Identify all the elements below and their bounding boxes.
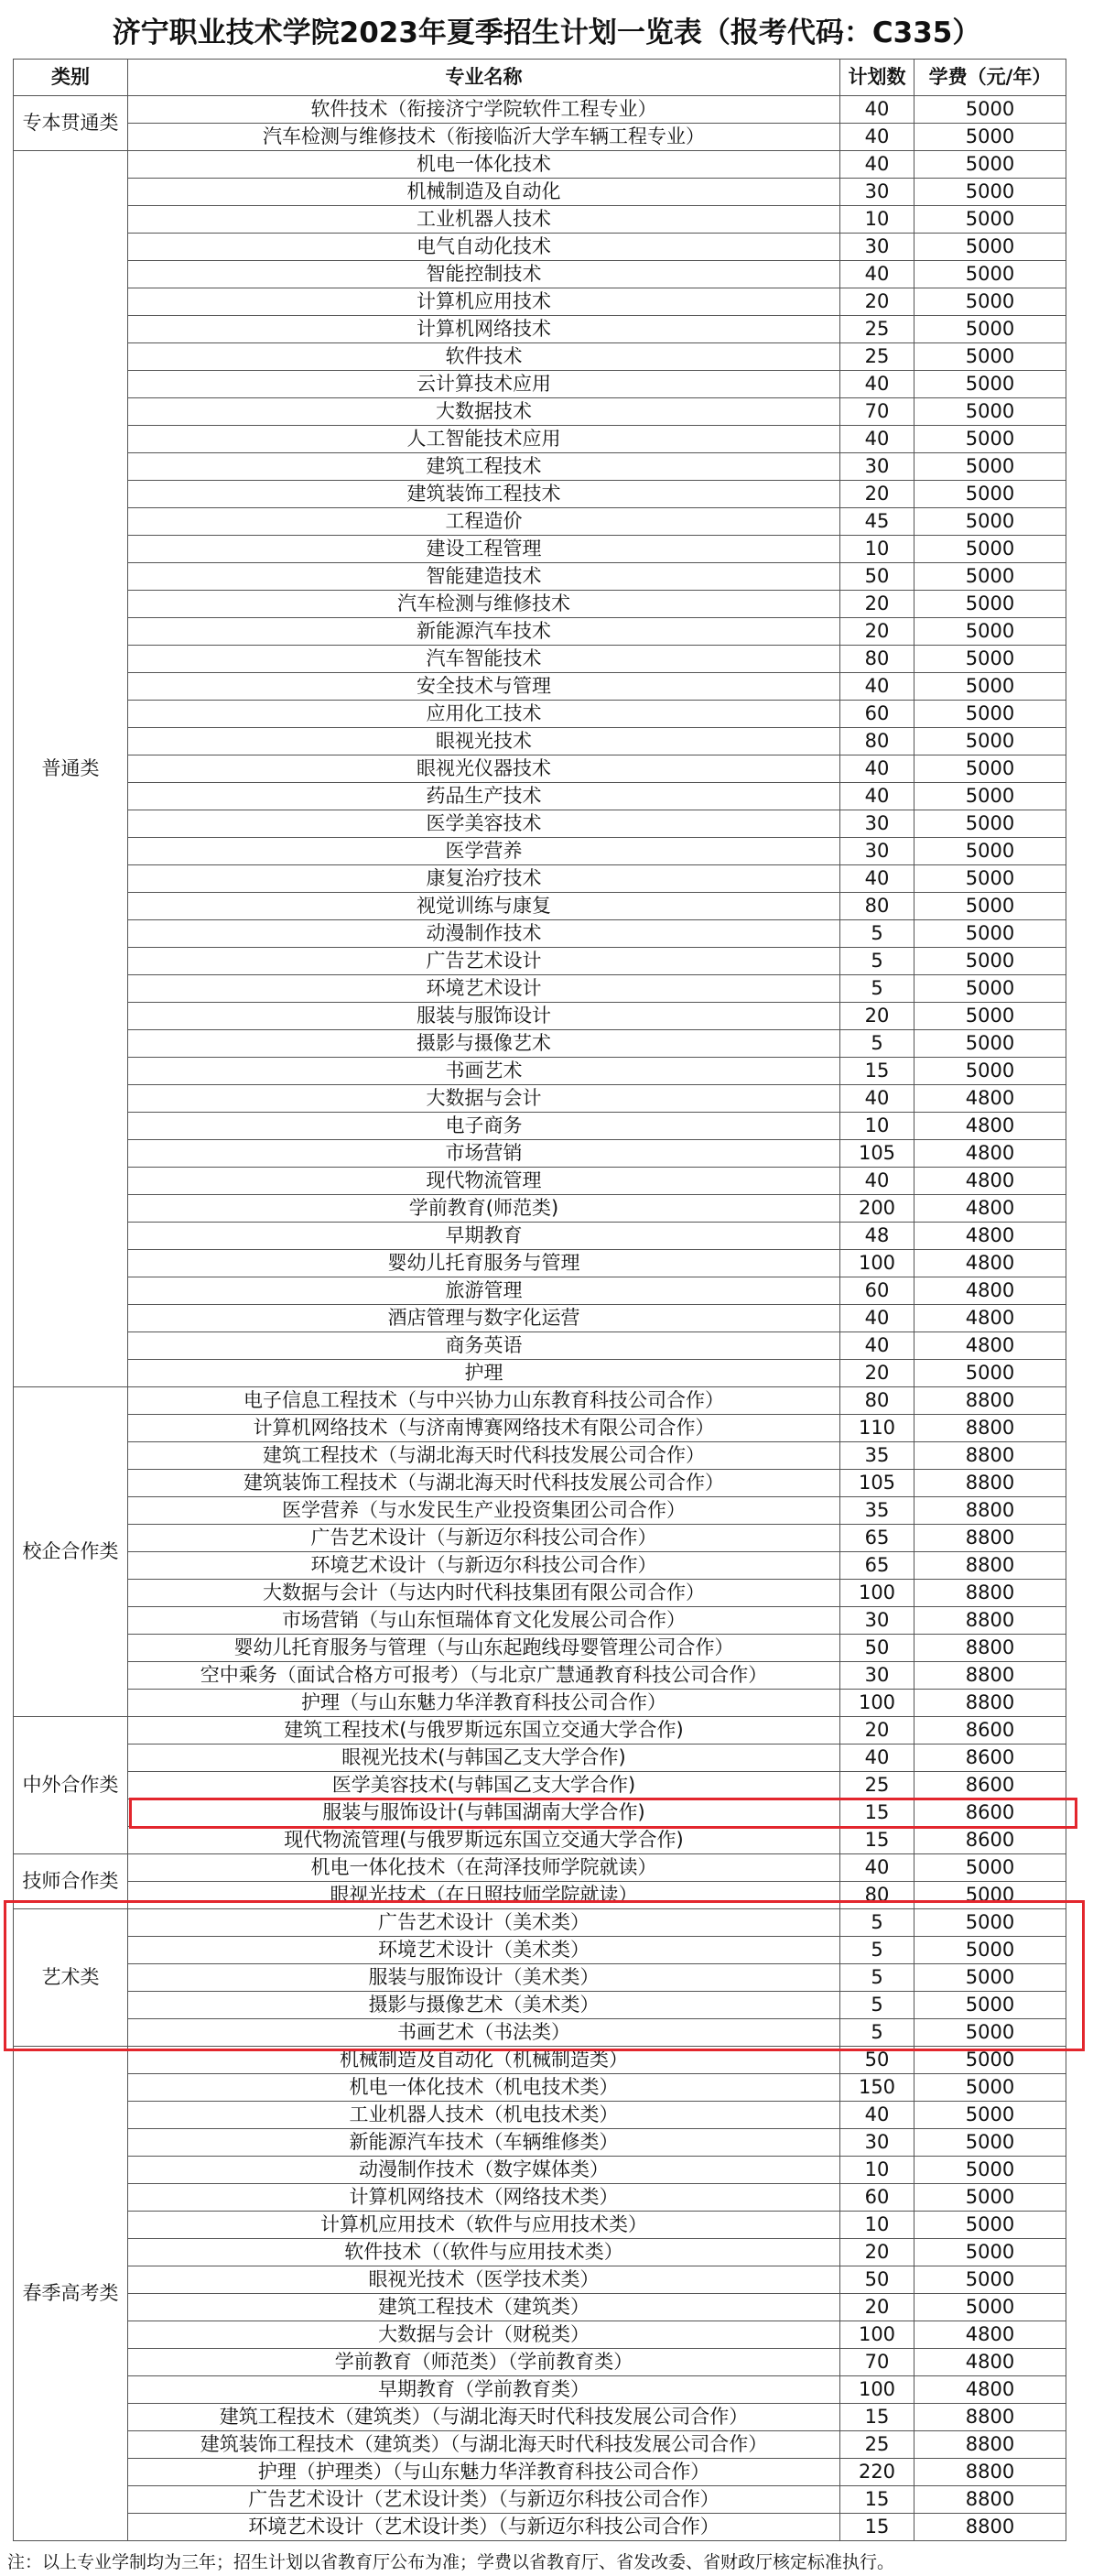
tuition-cell: 5000 [914,948,1066,975]
major-name-cell: 护理（护理类）（与山东魅力华洋教育科技公司合作） [128,2459,840,2486]
major-name-cell: 商务英语 [128,1332,840,1360]
tuition-cell: 8600 [914,1745,1066,1772]
major-name-cell: 安全技术与管理 [128,673,840,701]
major-name-cell: 康复治疗技术 [128,865,840,893]
tuition-cell: 5000 [914,838,1066,865]
plan-count-cell: 30 [840,810,914,838]
plan-count-cell: 5 [840,920,914,948]
plan-count-cell: 5 [840,1964,914,1992]
major-name-cell: 建筑工程技术(与俄罗斯远东国立交通大学合作) [128,1717,840,1745]
category-cell: 普通类 [14,151,128,1387]
major-name-cell: 新能源汽车技术 [128,618,840,646]
major-name-cell: 汽车检测与维修技术 [128,591,840,618]
enrollment-table-wrapper [13,59,1066,2541]
plan-count-cell: 10 [840,1113,914,1140]
plan-count-cell: 80 [840,728,914,755]
tuition-cell: 5000 [914,646,1066,673]
tuition-cell: 8600 [914,1772,1066,1799]
major-name-cell: 摄影与摄像艺术（美术类） [128,1992,840,2019]
major-name-cell: 服装与服饰设计（美术类） [128,1964,840,1992]
plan-count-cell: 35 [840,1442,914,1470]
major-name-cell: 环境艺术设计 [128,975,840,1003]
enrollment-plan-table [13,59,1066,2541]
major-name-cell: 广告艺术设计（美术类） [128,1909,840,1937]
plan-count-cell: 48 [840,1223,914,1250]
major-name-cell: 建设工程管理 [128,536,840,563]
major-name-cell: 大数据与会计（财税类） [128,2321,840,2349]
tuition-cell: 8600 [914,1827,1066,1854]
tuition-cell: 5000 [914,893,1066,920]
major-name-cell: 机电一体化技术 [128,151,840,179]
major-name-cell: 市场营销（与山东恒瑞体育文化发展公司合作） [128,1607,840,1635]
major-name-cell: 眼视光技术(与韩国乙支大学合作) [128,1745,840,1772]
tuition-cell: 5000 [914,288,1066,316]
plan-count-cell: 15 [840,1827,914,1854]
tuition-cell: 5000 [914,508,1066,536]
major-name-cell: 动漫制作技术（数字媒体类） [128,2157,840,2184]
plan-count-cell: 65 [840,1525,914,1552]
tuition-cell: 5000 [914,783,1066,810]
major-name-cell: 大数据与会计（与达内时代科技集团有限公司合作） [128,1580,840,1607]
major-name-cell: 摄影与摄像艺术 [128,1030,840,1058]
major-name-cell: 护理（与山东魅力华洋教育科技公司合作） [128,1690,840,1717]
major-name-cell: 机电一体化技术（机电技术类） [128,2074,840,2102]
plan-count-cell: 20 [840,1717,914,1745]
tuition-cell: 4800 [914,2349,1066,2376]
tuition-cell: 5000 [914,920,1066,948]
tuition-cell: 4800 [914,1168,1066,1195]
plan-count-cell: 65 [840,1552,914,1580]
tuition-cell: 5000 [914,481,1066,508]
major-name-cell: 智能控制技术 [128,261,840,288]
plan-count-cell: 60 [840,701,914,728]
plan-count-cell: 40 [840,1305,914,1332]
plan-count-cell: 100 [840,1690,914,1717]
major-name-cell: 工业机器人技术 [128,206,840,234]
tuition-cell: 4800 [914,1085,1066,1113]
major-name-cell: 大数据技术 [128,398,840,426]
tuition-cell: 5000 [914,2294,1066,2321]
plan-count-cell: 10 [840,206,914,234]
plan-count-cell: 30 [840,234,914,261]
tuition-cell: 8800 [914,1690,1066,1717]
plan-count-cell: 60 [840,2184,914,2212]
plan-count-cell: 15 [840,2514,914,2541]
major-name-cell: 眼视光仪器技术 [128,755,840,783]
tuition-cell: 8800 [914,1415,1066,1442]
tuition-cell: 5000 [914,179,1066,206]
major-name-cell: 现代物流管理 [128,1168,840,1195]
plan-count-cell: 5 [840,1030,914,1058]
tuition-cell: 5000 [914,536,1066,563]
tuition-cell: 5000 [914,2019,1066,2047]
tuition-cell: 4800 [914,1195,1066,1223]
plan-count-cell: 40 [840,261,914,288]
major-name-cell: 电气自动化技术 [128,234,840,261]
major-name-cell: 建筑工程技术 [128,453,840,481]
tuition-cell: 5000 [914,1992,1066,2019]
tuition-cell: 5000 [914,398,1066,426]
category-cell: 春季高考类 [14,2047,128,2541]
plan-count-cell: 20 [840,618,914,646]
plan-count-cell: 80 [840,893,914,920]
header-tuition: 学费（元/年） [914,60,1066,96]
plan-count-cell: 40 [840,124,914,151]
major-name-cell: 医学营养 [128,838,840,865]
plan-count-cell: 20 [840,1360,914,1387]
tuition-cell: 5000 [914,2184,1066,2212]
footnote: 注：以上专业学制均为三年；招生计划以省教育厅公布为准；学费以省教育厅、省发改委、省财政厅核定标准执行。 [7,2551,895,2572]
tuition-cell: 8800 [914,1387,1066,1415]
category-cell: 中外合作类 [14,1717,128,1854]
major-name-cell: 机械制造及自动化 [128,179,840,206]
major-name-cell: 药品生产技术 [128,783,840,810]
tuition-cell: 5000 [914,1854,1066,1882]
major-name-cell: 护理 [128,1360,840,1387]
major-name-cell: 酒店管理与数字化运营 [128,1305,840,1332]
major-name-cell: 眼视光技术 [128,728,840,755]
tuition-cell: 5000 [914,1003,1066,1030]
plan-count-cell: 10 [840,2157,914,2184]
page-title: 济宁职业技术学院2023年夏季招生计划一览表（报考代码：C335） [112,16,981,49]
major-name-cell: 工业机器人技术（机电技术类） [128,2102,840,2129]
tuition-cell: 8800 [914,2431,1066,2459]
plan-count-cell: 80 [840,1882,914,1909]
tuition-cell: 4800 [914,1223,1066,1250]
tuition-cell: 5000 [914,1058,1066,1085]
tuition-cell: 5000 [914,371,1066,398]
major-name-cell: 医学美容技术(与韩国乙支大学合作) [128,1772,840,1799]
plan-count-cell: 40 [840,426,914,453]
plan-count-cell: 100 [840,1580,914,1607]
plan-count-cell: 40 [840,1168,914,1195]
plan-count-cell: 30 [840,1662,914,1690]
tuition-cell: 4800 [914,1140,1066,1168]
plan-count-cell: 30 [840,2129,914,2157]
tuition-cell: 8800 [914,1607,1066,1635]
major-name-cell: 空中乘务（面试合格方可报考）（与北京广慧通教育科技公司合作） [128,1662,840,1690]
plan-count-cell: 110 [840,1415,914,1442]
plan-count-cell: 10 [840,536,914,563]
plan-count-cell: 30 [840,1607,914,1635]
tuition-cell: 5000 [914,673,1066,701]
plan-count-cell: 5 [840,1909,914,1937]
tuition-cell: 5000 [914,865,1066,893]
major-name-cell: 婴幼儿托育服务与管理 [128,1250,840,1277]
tuition-cell: 5000 [914,2157,1066,2184]
major-name-cell: 旅游管理 [128,1277,840,1305]
major-name-cell: 学前教育（师范类）（学前教育类） [128,2349,840,2376]
major-name-cell: 建筑工程技术（建筑类）（与湖北海天时代科技发展公司合作） [128,2404,840,2431]
plan-count-cell: 15 [840,2486,914,2514]
plan-count-cell: 20 [840,1003,914,1030]
major-name-cell: 动漫制作技术 [128,920,840,948]
plan-count-cell: 50 [840,1635,914,1662]
tuition-cell: 4800 [914,1332,1066,1360]
plan-count-cell: 50 [840,563,914,591]
tuition-cell: 5000 [914,728,1066,755]
plan-count-cell: 5 [840,975,914,1003]
plan-count-cell: 40 [840,1854,914,1882]
major-name-cell: 计算机网络技术 [128,316,840,343]
tuition-cell: 8800 [914,1442,1066,1470]
tuition-cell: 5000 [914,2047,1066,2074]
plan-count-cell: 25 [840,343,914,371]
plan-count-cell: 30 [840,179,914,206]
major-name-cell: 软件技术（（软件与应用技术类） [128,2239,840,2266]
major-name-cell: 计算机应用技术 [128,288,840,316]
major-name-cell: 早期教育（学前教育类） [128,2376,840,2404]
plan-count-cell: 15 [840,2404,914,2431]
tuition-cell: 8800 [914,2404,1066,2431]
plan-count-cell: 30 [840,838,914,865]
tuition-cell: 5000 [914,1909,1066,1937]
tuition-cell: 8800 [914,2486,1066,2514]
plan-count-cell: 200 [840,1195,914,1223]
plan-count-cell: 40 [840,371,914,398]
major-name-cell: 服装与服饰设计(与韩国湖南大学合作) [128,1799,840,1827]
major-name-cell: 服装与服饰设计 [128,1003,840,1030]
plan-count-cell: 40 [840,1332,914,1360]
major-name-cell: 电子信息工程技术（与中兴协力山东教育科技公司合作） [128,1387,840,1415]
plan-count-cell: 20 [840,2239,914,2266]
tuition-cell: 5000 [914,591,1066,618]
plan-count-cell: 25 [840,316,914,343]
plan-count-cell: 40 [840,673,914,701]
major-name-cell: 医学营养（与水发民生产业投资集团公司合作） [128,1497,840,1525]
major-name-cell: 建筑装饰工程技术（建筑类）（与湖北海天时代科技发展公司合作） [128,2431,840,2459]
major-name-cell: 计算机应用技术（软件与应用技术类） [128,2212,840,2239]
major-name-cell: 建筑装饰工程技术 [128,481,840,508]
header-plan-count: 计划数 [840,60,914,96]
major-name-cell: 早期教育 [128,1223,840,1250]
tuition-cell: 5000 [914,234,1066,261]
plan-count-cell: 40 [840,1085,914,1113]
tuition-cell: 5000 [914,1030,1066,1058]
plan-count-cell: 220 [840,2459,914,2486]
plan-count-cell: 5 [840,1937,914,1964]
tuition-cell: 4800 [914,1113,1066,1140]
major-name-cell: 广告艺术设计 [128,948,840,975]
tuition-cell: 5000 [914,618,1066,646]
tuition-cell: 8800 [914,1525,1066,1552]
major-name-cell: 应用化工技术 [128,701,840,728]
plan-count-cell: 70 [840,398,914,426]
tuition-cell: 5000 [914,2129,1066,2157]
major-name-cell: 书画艺术 [128,1058,840,1085]
tuition-cell: 5000 [914,124,1066,151]
tuition-cell: 5000 [914,2102,1066,2129]
major-name-cell: 软件技术 [128,343,840,371]
plan-count-cell: 30 [840,453,914,481]
tuition-cell: 5000 [914,2239,1066,2266]
category-cell: 校企合作类 [14,1387,128,1717]
plan-count-cell: 5 [840,948,914,975]
header-major-name: 专业名称 [128,60,840,96]
tuition-cell: 5000 [914,1882,1066,1909]
tuition-cell: 5000 [914,1964,1066,1992]
major-name-cell: 机械制造及自动化（机械制造类） [128,2047,840,2074]
tuition-cell: 5000 [914,151,1066,179]
tuition-cell: 5000 [914,426,1066,453]
category-cell: 技师合作类 [14,1854,128,1909]
major-name-cell: 学前教育(师范类) [128,1195,840,1223]
tuition-cell: 5000 [914,563,1066,591]
plan-count-cell: 40 [840,151,914,179]
plan-count-cell: 150 [840,2074,914,2102]
major-name-cell: 汽车检测与维修技术（衔接临沂大学车辆工程专业） [128,124,840,151]
major-name-cell: 广告艺术设计（艺术设计类）（与新迈尔科技公司合作） [128,2486,840,2514]
plan-count-cell: 105 [840,1470,914,1497]
major-name-cell: 婴幼儿托育服务与管理（与山东起跑线母婴管理公司合作） [128,1635,840,1662]
tuition-cell: 5000 [914,96,1066,124]
tuition-cell: 5000 [914,2266,1066,2294]
plan-count-cell: 5 [840,1992,914,2019]
tuition-cell: 4800 [914,1305,1066,1332]
major-name-cell: 广告艺术设计（与新迈尔科技公司合作） [128,1525,840,1552]
major-name-cell: 市场营销 [128,1140,840,1168]
plan-count-cell: 25 [840,1772,914,1799]
tuition-cell: 8800 [914,1580,1066,1607]
major-name-cell: 建筑工程技术（建筑类） [128,2294,840,2321]
plan-count-cell: 40 [840,2102,914,2129]
plan-count-cell: 70 [840,2349,914,2376]
plan-count-cell: 50 [840,2047,914,2074]
plan-count-cell: 80 [840,646,914,673]
major-name-cell: 视觉训练与康复 [128,893,840,920]
tuition-cell: 5000 [914,1360,1066,1387]
plan-count-cell: 10 [840,2212,914,2239]
tuition-cell: 8800 [914,1497,1066,1525]
tuition-cell: 5000 [914,453,1066,481]
plan-count-cell: 80 [840,1387,914,1415]
plan-count-cell: 15 [840,1058,914,1085]
major-name-cell: 医学美容技术 [128,810,840,838]
plan-count-cell: 40 [840,96,914,124]
header-category: 类别 [14,60,128,96]
plan-count-cell: 35 [840,1497,914,1525]
major-name-cell: 电子商务 [128,1113,840,1140]
plan-count-cell: 5 [840,2019,914,2047]
plan-count-cell: 25 [840,2431,914,2459]
plan-count-cell: 20 [840,591,914,618]
major-name-cell: 眼视光技术（医学技术类） [128,2266,840,2294]
tuition-cell: 8800 [914,2459,1066,2486]
major-name-cell: 环境艺术设计（美术类） [128,1937,840,1964]
major-name-cell: 新能源汽车技术（车辆维修类） [128,2129,840,2157]
tuition-cell: 5000 [914,206,1066,234]
tuition-cell: 8800 [914,1470,1066,1497]
tuition-cell: 8600 [914,1799,1066,1827]
plan-count-cell: 40 [840,865,914,893]
plan-count-cell: 15 [840,1799,914,1827]
plan-count-cell: 50 [840,2266,914,2294]
tuition-cell: 4800 [914,1250,1066,1277]
major-name-cell: 汽车智能技术 [128,646,840,673]
tuition-cell: 5000 [914,261,1066,288]
major-name-cell: 眼视光技术（在日照技师学院就读） [128,1882,840,1909]
tuition-cell: 8600 [914,1717,1066,1745]
category-cell: 专本贯通类 [14,96,128,151]
plan-count-cell: 40 [840,783,914,810]
major-name-cell: 计算机网络技术（网络技术类） [128,2184,840,2212]
major-name-cell: 建筑工程技术（与湖北海天时代科技发展公司合作） [128,1442,840,1470]
plan-count-cell: 100 [840,2376,914,2404]
tuition-cell: 4800 [914,2376,1066,2404]
category-cell: 艺术类 [14,1909,128,2047]
plan-count-cell: 20 [840,288,914,316]
major-name-cell: 建筑装饰工程技术（与湖北海天时代科技发展公司合作） [128,1470,840,1497]
plan-count-cell: 100 [840,1250,914,1277]
tuition-cell: 8800 [914,2514,1066,2541]
tuition-cell: 4800 [914,1277,1066,1305]
major-name-cell: 人工智能技术应用 [128,426,840,453]
tuition-cell: 5000 [914,2074,1066,2102]
plan-count-cell: 40 [840,1745,914,1772]
major-name-cell: 书画艺术（书法类） [128,2019,840,2047]
plan-count-cell: 100 [840,2321,914,2349]
major-name-cell: 大数据与会计 [128,1085,840,1113]
major-name-cell: 工程造价 [128,508,840,536]
major-name-cell: 环境艺术设计（艺术设计类）（与新迈尔科技公司合作） [128,2514,840,2541]
major-name-cell: 云计算技术应用 [128,371,840,398]
plan-count-cell: 45 [840,508,914,536]
tuition-cell: 8800 [914,1635,1066,1662]
major-name-cell: 计算机网络技术（与济南博赛网络技术有限公司合作） [128,1415,840,1442]
plan-count-cell: 20 [840,2294,914,2321]
plan-count-cell: 105 [840,1140,914,1168]
tuition-cell: 8800 [914,1552,1066,1580]
tuition-cell: 8800 [914,1662,1066,1690]
plan-count-cell: 60 [840,1277,914,1305]
tuition-cell: 5000 [914,975,1066,1003]
major-name-cell: 现代物流管理(与俄罗斯远东国立交通大学合作) [128,1827,840,1854]
tuition-cell: 5000 [914,755,1066,783]
major-name-cell: 软件技术（衔接济宁学院软件工程专业） [128,96,840,124]
major-name-cell: 环境艺术设计（与新迈尔科技公司合作） [128,1552,840,1580]
tuition-cell: 5000 [914,316,1066,343]
tuition-cell: 5000 [914,343,1066,371]
tuition-cell: 5000 [914,2212,1066,2239]
plan-count-cell: 20 [840,481,914,508]
plan-count-cell: 40 [840,755,914,783]
tuition-cell: 5000 [914,701,1066,728]
tuition-cell: 5000 [914,810,1066,838]
major-name-cell: 智能建造技术 [128,563,840,591]
tuition-cell: 5000 [914,1937,1066,1964]
tuition-cell: 4800 [914,2321,1066,2349]
major-name-cell: 机电一体化技术（在菏泽技师学院就读） [128,1854,840,1882]
